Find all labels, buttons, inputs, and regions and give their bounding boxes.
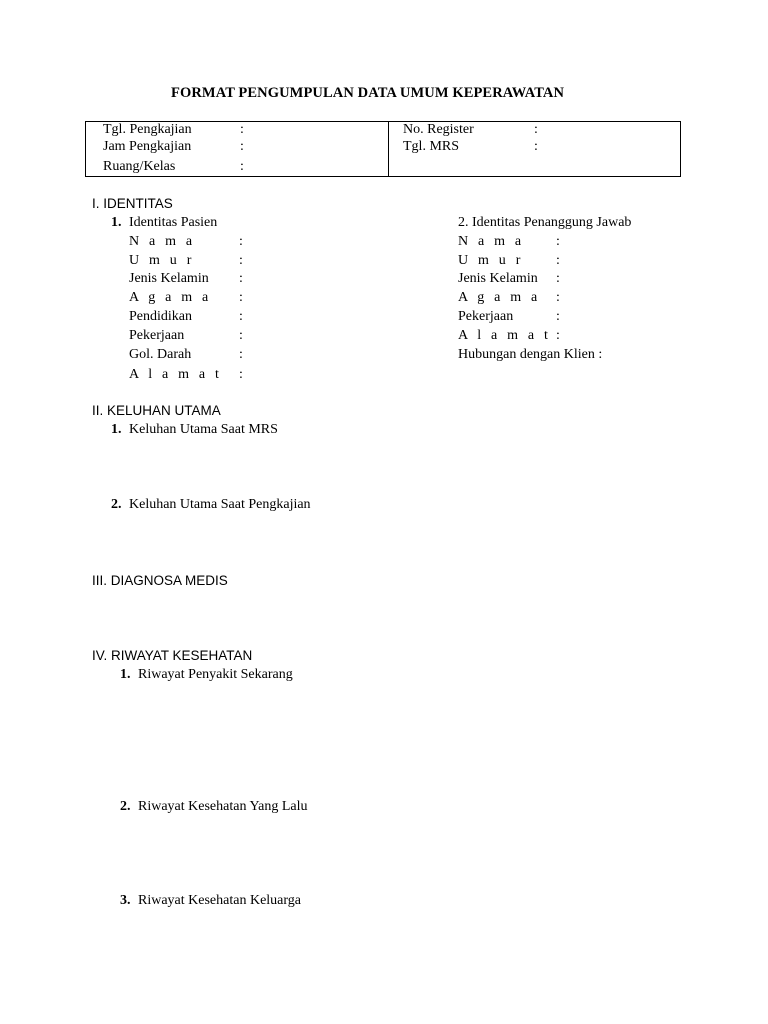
header-label-ruang-kelas: Ruang/Kelas (103, 159, 176, 174)
pj-colon: : (556, 234, 560, 249)
header-colon: : (240, 159, 244, 174)
section-heading-identitas: I. IDENTITAS (92, 196, 173, 211)
pasien-colon: : (239, 271, 243, 286)
identitas-pasien-title: Identitas Pasien (129, 215, 218, 230)
header-label-tgl-mrs: Tgl. MRS (403, 139, 460, 154)
item-number: 1. (111, 215, 122, 230)
pasien-field-nama: N a m a (129, 234, 196, 249)
pasien-field-jenis-kelamin: Jenis Kelamin (129, 271, 209, 286)
item-number: 1. (120, 667, 131, 682)
pasien-field-pekerjaan: Pekerjaan (129, 328, 185, 343)
pasien-field-alamat: A l a m a t (129, 367, 223, 382)
header-divider (388, 122, 389, 176)
pj-colon: : (556, 271, 560, 286)
header-colon: : (534, 122, 538, 137)
pj-field-agama: A g a m a (458, 290, 541, 305)
pasien-colon: : (239, 290, 243, 305)
pasien-colon: : (239, 347, 243, 362)
section-heading-diagnosa-medis: III. DIAGNOSA MEDIS (92, 573, 228, 588)
pasien-colon: : (239, 309, 243, 324)
header-label-no-register: No. Register (403, 122, 474, 137)
pasien-colon: : (239, 253, 243, 268)
page-title: FORMAT PENGUMPULAN DATA UMUM KEPERAWATAN (171, 85, 565, 101)
pj-colon: : (556, 309, 560, 324)
header-colon: : (240, 122, 244, 137)
keluhan-item-mrs: Keluhan Utama Saat MRS (129, 422, 278, 437)
pasien-field-agama: A g a m a (129, 290, 212, 305)
pasien-colon: : (239, 234, 243, 249)
pj-field-umur: U m u r (458, 253, 524, 268)
pasien-field-gol-darah: Gol. Darah (129, 347, 192, 362)
pasien-field-pendidikan: Pendidikan (129, 309, 192, 324)
section-heading-keluhan-utama: II. KELUHAN UTAMA (92, 403, 221, 418)
pj-colon: : (556, 253, 560, 268)
item-number: 2. (111, 497, 122, 512)
pj-field-jenis-kelamin: Jenis Kelamin (458, 271, 538, 286)
keluhan-item-pengkajian: Keluhan Utama Saat Pengkajian (129, 497, 311, 512)
header-label-tgl-pengkajian: Tgl. Pengkajian (103, 122, 192, 137)
header-label-jam-pengkajian: Jam Pengkajian (103, 139, 192, 154)
pj-colon: : (556, 290, 560, 305)
identitas-pj-title: 2. Identitas Penanggung Jawab (458, 215, 632, 230)
pj-field-pekerjaan: Pekerjaan (458, 309, 514, 324)
riwayat-item-kesehatan-lalu: Riwayat Kesehatan Yang Lalu (138, 799, 308, 814)
header-colon: : (240, 139, 244, 154)
riwayat-item-kesehatan-keluarga: Riwayat Kesehatan Keluarga (138, 893, 302, 908)
pasien-field-umur: U m u r (129, 253, 195, 268)
riwayat-item-penyakit-sekarang: Riwayat Penyakit Sekarang (138, 667, 293, 682)
pj-field-nama: N a m a (458, 234, 525, 249)
item-number: 3. (120, 893, 131, 908)
pj-field-hubungan: Hubungan dengan Klien : (458, 347, 603, 362)
section-heading-riwayat-kesehatan: IV. RIWAYAT KESEHATAN (92, 648, 253, 663)
pasien-colon: : (239, 367, 243, 382)
pj-colon: : (556, 328, 560, 343)
item-number: 1. (111, 422, 122, 437)
header-colon: : (534, 139, 538, 154)
pasien-colon: : (239, 328, 243, 343)
pj-field-alamat: A l a m a t (458, 328, 552, 343)
item-number: 2. (120, 799, 131, 814)
